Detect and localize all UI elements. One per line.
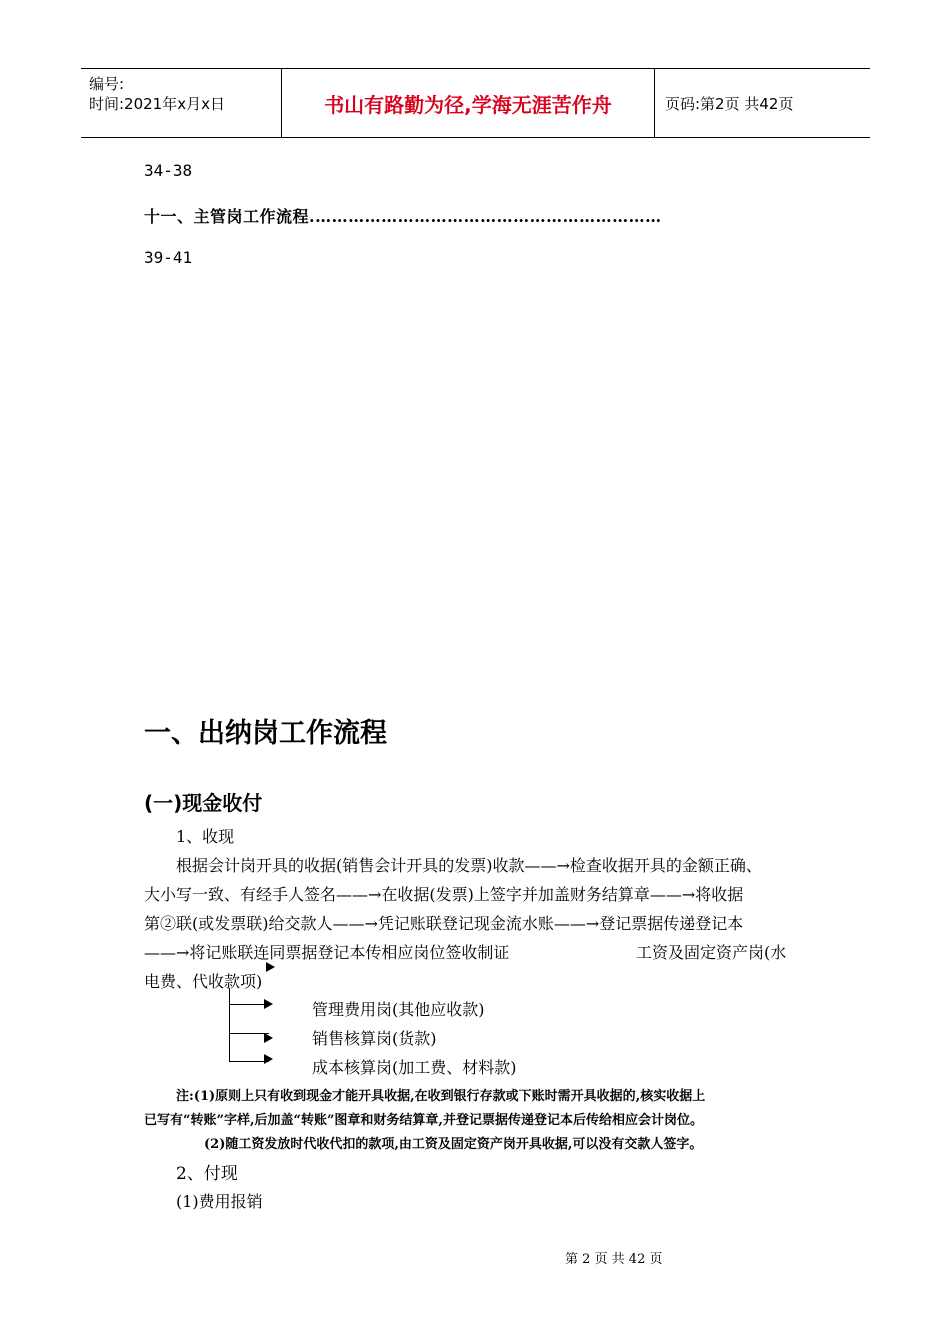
arrow-to-salary-post <box>266 962 275 972</box>
header-left-cell <box>81 69 282 137</box>
branch-line-2 <box>229 1033 269 1034</box>
page-footer: 第 2 页 共 42 页 <box>565 1252 663 1267</box>
item2-sub: (1)费用报销 <box>176 1192 263 1211</box>
note-line-2: 已写有“转账”字样,后加盖“转账”图章和财务结算章,并登记票据传递登记本后传给相应会计岗位。 <box>144 1113 703 1128</box>
note-line-1: 注:(1)原则上只有收到现金才能开具收据,在收到银行存款或下账时需开具收据的,核实收据上 <box>176 1089 706 1104</box>
section-title: 一、出纳岗工作流程 <box>144 718 387 749</box>
branch-line-3 <box>229 1061 269 1062</box>
note-line-3: (2)随工资发放时代收代扣的款项,由工资及固定资产岗开具收据,可以没有交款人签字。 <box>204 1137 703 1152</box>
toc-range-prev: 34-38 <box>144 161 193 180</box>
toc-entry: 十一、主管岗工作流程.……………………………………………………… <box>144 207 662 226</box>
arrow-icon <box>264 1054 273 1064</box>
branch-cost-accounting: 成本核算岗(加工费、材料款) <box>312 1058 517 1077</box>
branch-sales-accounting: 销售核算岗(货款) <box>312 1029 437 1048</box>
para-line-3: 第②联(或发票联)给交款人——→凭记账联登记现金流水账——→登记票据传递登记本 <box>144 914 744 933</box>
branch-line-1 <box>229 1004 269 1005</box>
time-label: 时间:2021年x月x日 <box>89 95 225 113</box>
motto: 书山有路勤为径,学海无涯苦作舟 <box>282 69 655 137</box>
item1-title: 1、收现 <box>176 827 235 846</box>
page-header <box>81 68 870 138</box>
branch-vertical-line <box>229 988 230 1062</box>
para-line-4: ——→将记账联连同票据登记本传相应岗位签收制证 <box>144 943 510 962</box>
para-line-5: 电费、代收款项) <box>144 972 263 991</box>
arrow-icon <box>264 999 273 1009</box>
subsection-title: (一)现金收付 <box>144 791 263 815</box>
toc-range-next: 39-41 <box>144 248 193 267</box>
para-line-4-right: 工资及固定资产岗(水 <box>636 943 787 962</box>
arrow-icon <box>264 1033 273 1043</box>
serial-label: 编号: <box>89 75 125 93</box>
branch-management-expense: 管理费用岗(其他应收款) <box>312 1000 485 1019</box>
item2-title: 2、付现 <box>176 1164 238 1184</box>
page-info: 页码:第2页 共42页 <box>665 94 794 113</box>
para-line-2: 大小写一致、有经手人签名——→在收据(发票)上签字并加盖财务结算章——→将收据 <box>144 885 744 904</box>
para-line-1: 根据会计岗开具的收据(销售会计开具的发票)收款——→检查收据开具的金额正确、 <box>176 856 762 875</box>
